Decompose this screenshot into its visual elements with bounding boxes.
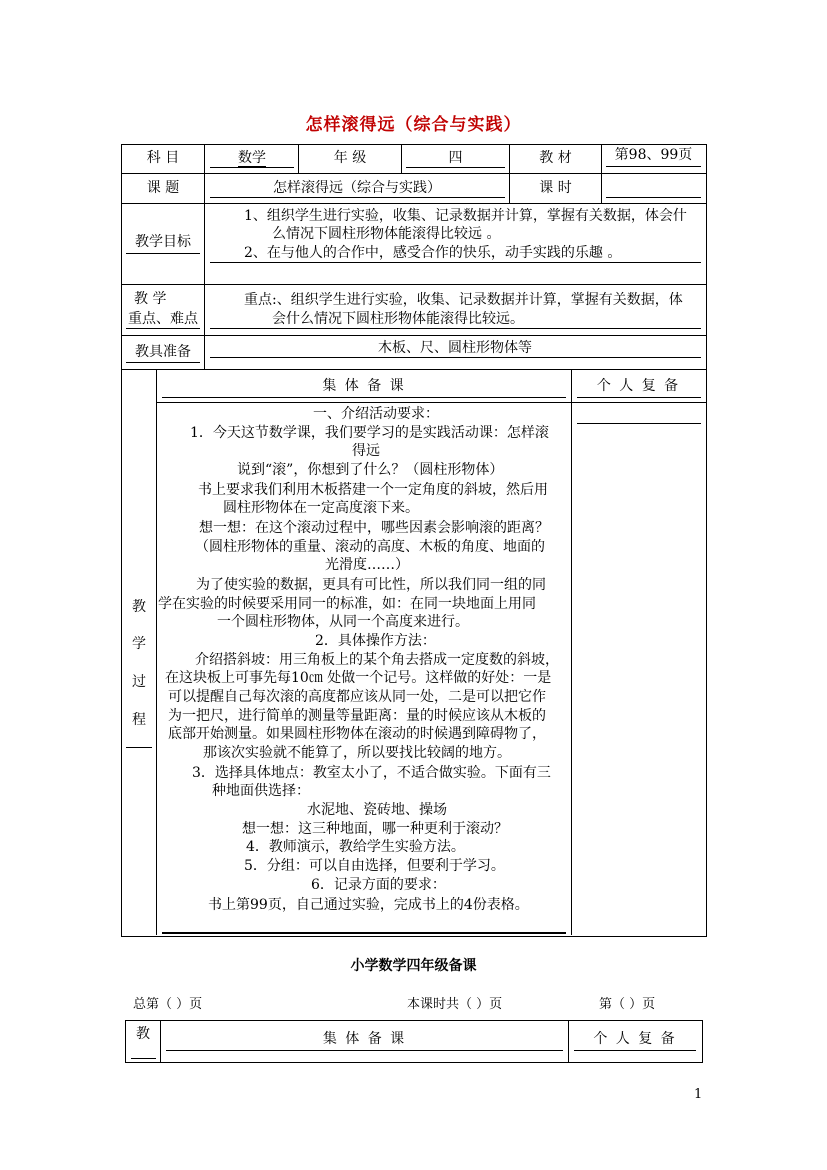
process-line: 一个圆柱形物体，从同一个高度来进行。: [217, 614, 469, 630]
process-line: 那该次实验就不能算了，所以要找比较阔的地方。: [203, 745, 511, 761]
process-line: 圆柱形物体在一定高度滚下来。: [223, 500, 419, 516]
page-number: 1: [694, 1087, 703, 1102]
topic-label: 课 题: [146, 180, 180, 196]
textbook-value: 第98、99页: [614, 147, 693, 163]
goals-line-3: 2、在与他人的合作中，感受合作的快乐，动手实践的乐趣 。: [244, 245, 622, 261]
total-page-field: 总第（ ）页: [133, 997, 203, 1012]
process-line: 3．选择具体地点：教室太小了，不适合做实验。下面有三: [192, 765, 551, 781]
footer-title: 小学数学四年级备课: [350, 958, 477, 974]
page-no-field: 第（ ）页: [599, 997, 656, 1012]
process-line: 6．记录方面的要求：: [311, 877, 446, 893]
course-hours-field: 本课时共（ ）页: [407, 997, 503, 1012]
tools-label: 教具准备: [135, 344, 191, 360]
process-line: 1．今天这节数学课，我们要学习的是实践活动课：怎样滚: [190, 425, 549, 441]
keypoints-line-1: 重点:、组织学生进行实验，收集、记录数据并计算，掌握有关数据，体: [244, 292, 683, 308]
second-table-label: 教: [136, 1026, 150, 1042]
subject-value: 数学: [238, 150, 266, 166]
topic-value: 怎样滚得远（综合与实践）: [273, 180, 441, 196]
process-label-char-3: 过: [132, 674, 146, 690]
process-line: 介绍搭斜坡：用三角板上的某个角去搭成一定度数的斜坡，: [195, 652, 559, 668]
document-title: 怎样滚得远（综合与实践）: [305, 115, 522, 135]
process-line: 水泥地、瓷砖地、操场: [307, 802, 447, 818]
process-line: 想一想：在这个滚动过程中，哪些因素会影响滚的距离？: [199, 520, 549, 536]
process-line: 书上要求我们利用木板搭建一个一定角度的斜坡，然后用: [198, 482, 548, 498]
keypoints-label-line2: 重点、难点: [128, 311, 198, 327]
second-personal-header: 个 人 复 备: [593, 1031, 677, 1047]
process-line: 一、介绍活动要求：: [313, 406, 439, 422]
goals-line-2: 么情况下圆柱形物体能滚得比较远 。: [272, 226, 501, 242]
process-label-char-2: 学: [132, 636, 146, 652]
process-line: 书上第99页，自己通过实验，完成书上的4份表格。: [208, 897, 529, 913]
collective-prep-header: 集 体 备 课: [322, 378, 406, 394]
process-line: 为了使实验的数据，更具有可比性，所以我们同一组的同: [196, 577, 546, 593]
goals-line-1: 1、组织学生进行实验，收集、记录数据并计算，掌握有关数据，体会什: [244, 208, 687, 224]
goals-label: 教学目标: [135, 234, 191, 250]
keypoints-line-2: 会什么情况下圆柱形物体能滚得比较远。: [272, 311, 524, 327]
process-line: 4．教师演示，教给学生实验方法。: [246, 839, 465, 855]
tools-value: 木板、尺、圆柱形物体等: [378, 340, 532, 356]
process-line: 5．分组：可以自由选择，但要利于学习。: [244, 858, 505, 874]
subject-label: 科 目: [146, 150, 180, 166]
hours-label: 课 时: [539, 180, 572, 196]
process-line: 说到“滚”，你想到了什么？（圆柱形物体）: [237, 462, 504, 478]
grade-value: 四: [448, 150, 463, 166]
process-line: （圆柱形物体的重量、滚动的高度、木板的角度、地面的: [195, 539, 545, 555]
process-line: 可以提醒自己每次滚的高度都应该从同一处，二是可以把它作: [168, 689, 546, 705]
process-line: 光滑度……）: [325, 557, 409, 573]
keypoints-label-line1: 教 学: [134, 291, 167, 307]
process-label-char-1: 教: [132, 599, 146, 615]
process-label-char-4: 程: [132, 712, 146, 728]
personal-review-header: 个 人 复 备: [596, 378, 681, 394]
process-line: 学在实验的时候要采用同一的标准，如：在同一块地面上用同: [158, 596, 536, 612]
process-line: 底部开始测量。如果圆柱形物体在滚动的时候遇到障碍物了，: [168, 726, 546, 742]
textbook-label: 教 材: [539, 150, 572, 166]
process-line: 在这块板上可事先每10㎝ 处做一个记号。这样做的好处：一是: [165, 670, 552, 686]
grade-label: 年 级: [333, 150, 367, 166]
process-line: 为一把尺，进行简单的测量等量距离：量的时候应该从木板的: [168, 708, 546, 724]
second-collective-header: 集 体 备 课: [322, 1031, 407, 1047]
process-line: 2．具体操作方法：: [315, 633, 436, 649]
process-line: 想一想：这三种地面，哪一种更利于滚动？: [242, 821, 508, 837]
process-line: 种地面供选择：: [212, 783, 310, 799]
process-line: 得远: [352, 443, 380, 459]
